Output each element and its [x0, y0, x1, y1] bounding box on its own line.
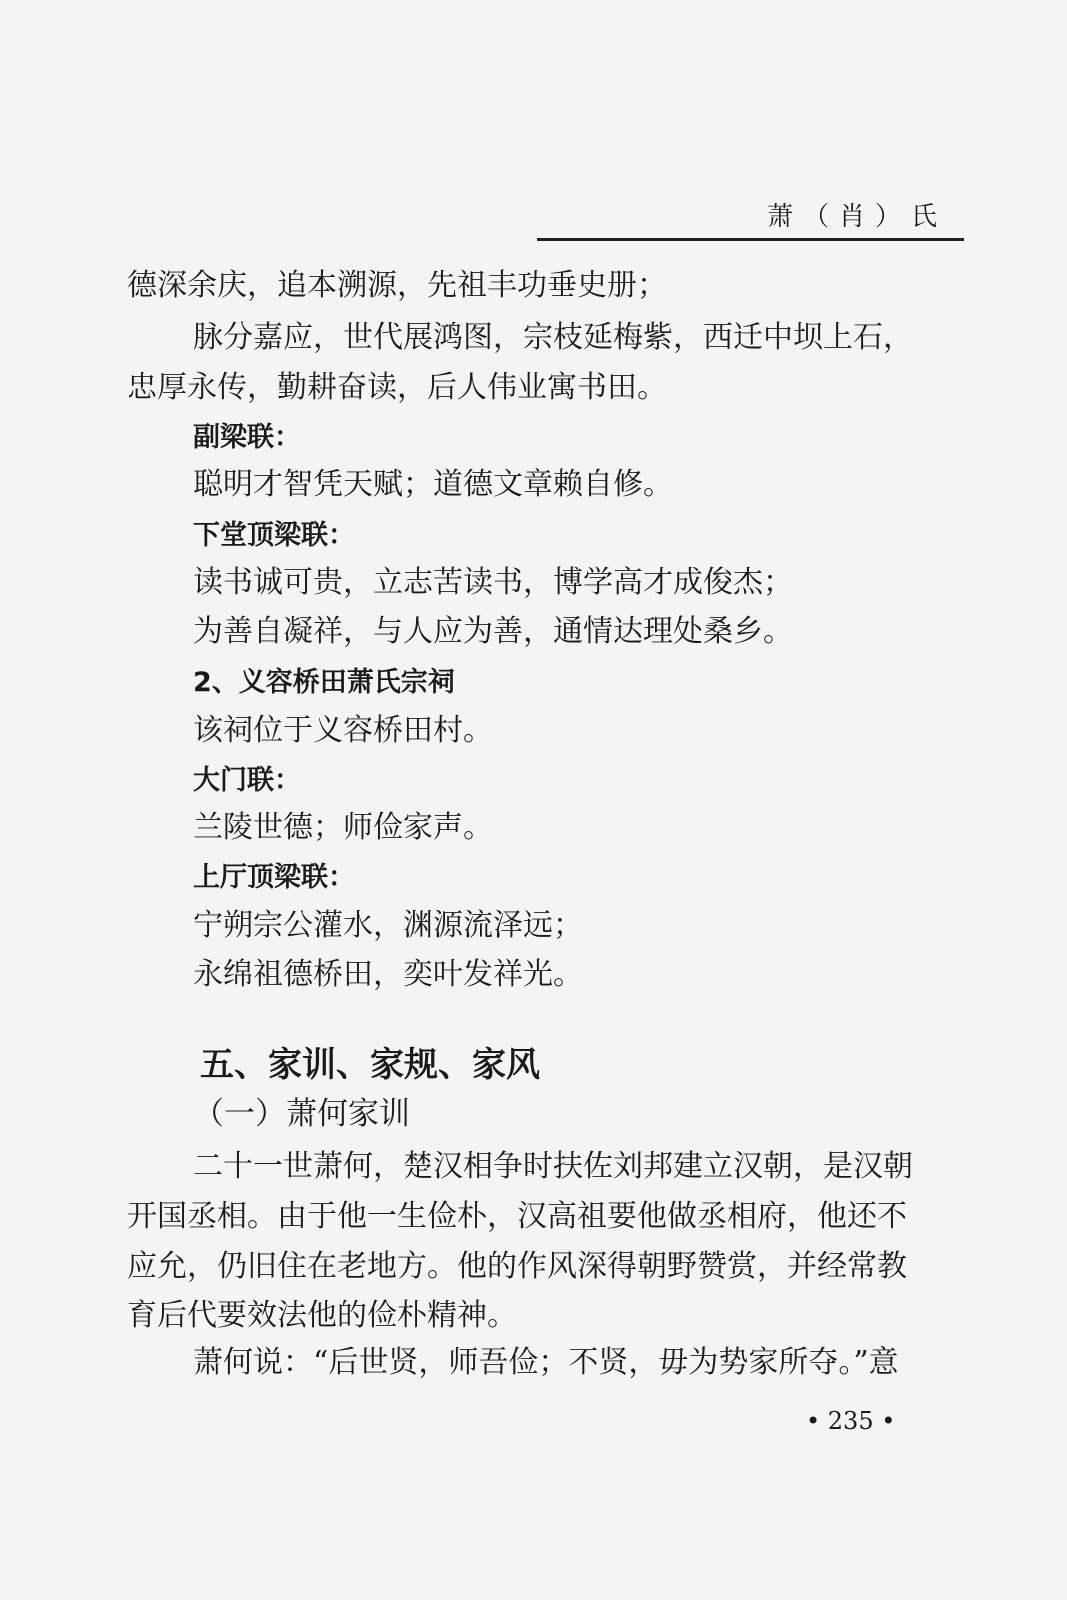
couplet-label: 副梁联： [193, 422, 301, 453]
text-line: 聪明才智凭天赋；道德文章赖自修。 [193, 467, 673, 502]
text-line: 永绵祖德桥田，奕叶发祥光。 [193, 957, 583, 992]
text-line: 忠厚永传，勤耕奋读，后人伟业寓书田。 [127, 370, 667, 405]
header-rule [537, 238, 964, 241]
running-header: 萧（肖）氏 [766, 202, 947, 232]
couplet-label: 下堂顶梁联： [193, 520, 355, 551]
text-line: 该祠位于义容桥田村。 [193, 713, 493, 748]
text-line: 兰陵世德；师俭家声。 [193, 810, 493, 845]
subsection-title: 2、义容桥田萧氏宗祠 [193, 667, 455, 698]
paragraph-line: 育后代要效法他的俭朴精神。 [127, 1298, 517, 1333]
text-line: 为善自凝祥，与人应为善，通情达理处桑乡。 [193, 614, 793, 649]
couplet-label: 大门联： [193, 765, 301, 796]
paragraph-line: 萧何说：“后世贤，师吾俭；不贤，毋为势家所夺。”意 [193, 1345, 899, 1380]
text-line: 读书诚可贵，立志苦读书，博学高才成俊杰； [193, 565, 793, 600]
text-line: 德深余庆，追本溯源，先祖丰功垂史册； [127, 268, 667, 303]
section-heading: 五、家训、家规、家风 [200, 1045, 540, 1085]
sub-heading: （一）萧何家训 [193, 1096, 410, 1132]
paragraph-line: 二十一世萧何，楚汉相争时扶佐刘邦建立汉朝，是汉朝 [193, 1149, 913, 1184]
text-line: 宁朔宗公灌水，渊源流泽远； [193, 908, 583, 943]
text-line: 脉分嘉应，世代展鸿图，宗枝延梅紫，西迁中坝上石， [193, 320, 913, 355]
page-number: • 235 • [806, 1407, 896, 1435]
couplet-label: 上厅顶梁联： [193, 862, 355, 893]
paragraph-line: 开国丞相。由于他一生俭朴，汉高祖要他做丞相府，他还不 [127, 1199, 907, 1234]
paragraph-line: 应允，仍旧住在老地方。他的作风深得朝野赞赏，并经常教 [127, 1249, 907, 1284]
